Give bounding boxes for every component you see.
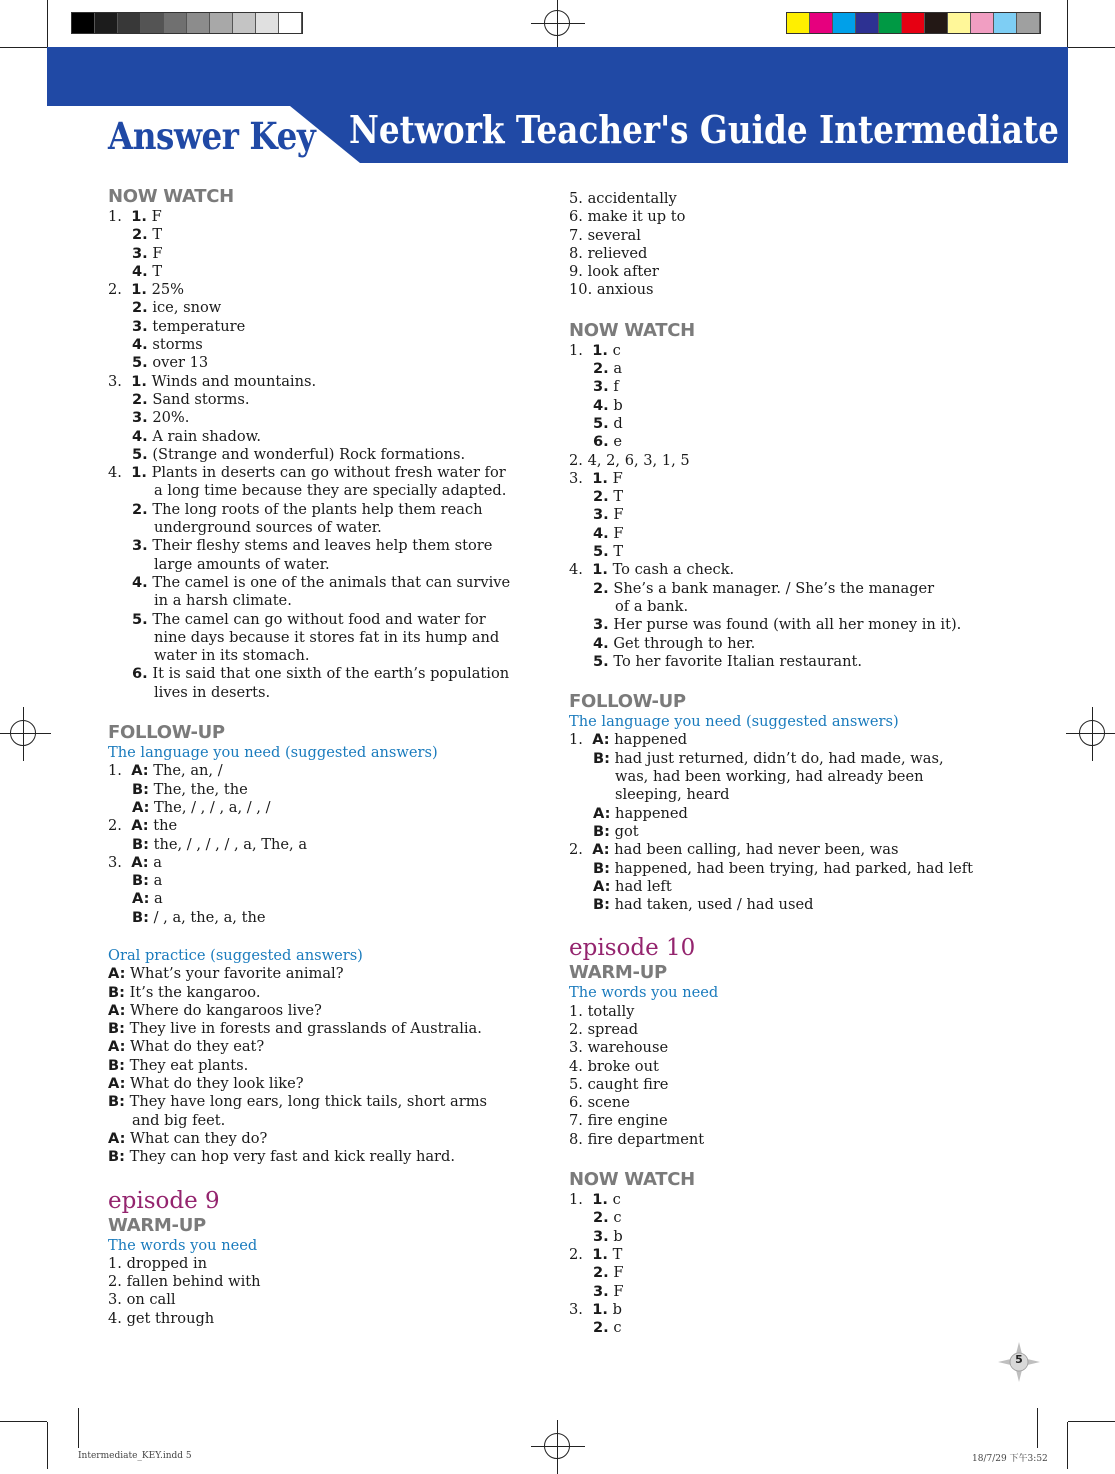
color-swatch — [810, 13, 833, 33]
section-heading: NOW WATCH — [108, 186, 234, 207]
crop-mark — [0, 47, 47, 48]
section-title: Answer Key — [108, 114, 316, 158]
dialogue-answers: 1. A: happened B: had just returned, didn’t do, had made, was, was, had been working, had already been sleeping, heard A: happened B: got 2. A: had been calling, had never been, was B: happened, had been trying, had parked, had left A: had left B: had taken, used / had used — [569, 731, 974, 914]
crop-mark — [1037, 1408, 1038, 1448]
color-swatch — [856, 13, 879, 33]
section-heading: WARM-UP — [569, 962, 667, 984]
registration-mark-icon — [544, 10, 570, 36]
color-swatch — [72, 13, 95, 33]
subheading: The language you need (suggested answers) — [108, 744, 438, 762]
color-swatch — [279, 13, 302, 33]
color-swatch — [925, 13, 948, 33]
registration-mark-icon — [10, 720, 36, 746]
answer-group: 2. 1. T 2. F 3. F — [569, 1245, 624, 1300]
crop-mark — [78, 1408, 79, 1448]
crop-mark — [1067, 1422, 1068, 1469]
color-swatch — [902, 13, 925, 33]
page-number-badge — [998, 1342, 1040, 1382]
answer-group: 1. 1. c 2. c 3. b — [569, 1191, 623, 1245]
right-column — [569, 190, 1014, 1337]
color-swatch — [256, 13, 279, 33]
episode-heading: episode 9 — [108, 1187, 220, 1214]
section-heading: WARM-UP — [108, 1214, 206, 1236]
color-swatch — [118, 13, 141, 33]
date-slug: 18/7/29 下午3:52 — [972, 1454, 1048, 1464]
dialogue-answers: 1. A: The, an, / B: The, the, the A: The, / , / , a, / , / 2. A: the B: the, / , / , / , a, The, a 3. A: a B: a A: a B: / , a, the, a, the — [108, 762, 308, 926]
left-column — [108, 186, 553, 1328]
subheading: The words you need — [108, 1236, 258, 1254]
answer-group: 1. 1. c 2. a 3. f 4. b 5. d 6. e — [569, 341, 623, 451]
subheading: The language you need (suggested answers) — [569, 713, 899, 731]
color-swatch — [1017, 13, 1040, 33]
color-swatch — [95, 13, 118, 33]
answer-line: 2. 4, 2, 6, 3, 1, 5 — [569, 451, 690, 469]
color-swatch — [233, 13, 256, 33]
page-number: 5 — [1015, 1353, 1023, 1366]
color-swatch — [787, 13, 810, 33]
answer-group: 2. 1. 25% 2. ice, snow 3. temperature 4. storms 5. over 13 — [108, 281, 246, 372]
file-slug: Intermediate_KEY.indd 5 — [78, 1451, 192, 1461]
book-title: Network Teacher's Guide Intermediate — [349, 107, 1059, 152]
color-swatch — [187, 13, 210, 33]
section-heading: FOLLOW-UP — [569, 691, 686, 713]
subheading: The words you need — [569, 984, 719, 1002]
color-swatch — [164, 13, 187, 33]
answer-group: 1. 1. F 2. T 3. F 4. T — [108, 208, 163, 280]
color-swatch — [994, 13, 1017, 33]
word-list: 1. dropped in 2. fallen behind with 3. on call 4. get through — [108, 1254, 261, 1327]
word-list: 5. accidentally 6. make it up to 7. several 8. relieved 9. look after 10. anxious — [569, 190, 686, 299]
answer-group: 3. 1. Winds and mountains. 2. Sand storms. 3. 20%. 4. A rain shadow. 5. (Strange and wonderful) Rock formations. — [108, 372, 466, 463]
crop-mark — [1068, 47, 1115, 48]
crop-mark — [1067, 0, 1068, 47]
color-swatch — [833, 13, 856, 33]
color-swatch — [879, 13, 902, 33]
color-swatch — [141, 13, 164, 33]
crop-mark — [1068, 1421, 1115, 1422]
answer-group: 3. 1. F 2. T 3. F 4. F 5. T — [569, 469, 624, 561]
color-swatch — [948, 13, 971, 33]
answer-group: 3. 1. b 2. c — [569, 1300, 622, 1337]
section-heading: FOLLOW-UP — [108, 722, 225, 744]
process-color-bar — [786, 12, 1041, 34]
registration-mark-icon — [544, 1433, 570, 1459]
registration-mark-icon — [1079, 720, 1105, 746]
crop-mark — [0, 1421, 47, 1422]
section-heading: NOW WATCH — [569, 1169, 695, 1191]
episode-heading: episode 10 — [569, 935, 696, 962]
oral-practice: A: What’s your favorite animal? B: It’s the kangaroo. A: Where do kangaroos live? B: They live in forests and grasslands of Australia. A: What do they eat? B: They eat plants. A: What do they look like? B: They have long ears, long thick tails, short arms and big feet. A: What can they do? B: They can hop very fast and kick really hard. — [108, 965, 488, 1166]
section-heading: NOW WATCH — [569, 319, 695, 341]
answer-group: 4. 1. To cash a check. 2. She’s a bank manager. / She’s the manager of a bank. 3. Her purse was found (with all her money in it). 4. Get through to her. 5. To her favorite Italian restaurant. — [569, 561, 962, 670]
color-swatch — [971, 13, 994, 33]
color-swatch — [210, 13, 233, 33]
crop-mark — [47, 0, 48, 47]
subheading: Oral practice (suggested answers) — [108, 946, 363, 964]
word-list: 1. totally 2. spread 3. warehouse 4. broke out 5. caught fire 6. scene 7. fire engine 8. fire department — [569, 1002, 705, 1148]
header-banner — [47, 47, 1068, 106]
gray-color-bar — [71, 12, 303, 34]
crop-mark — [47, 1422, 48, 1469]
answer-group: 4. 1. Plants in deserts can go without fresh water for a long time because they are specially adapted. 2. The long roots of the plants help them reach underground sources of water. 3. Their fleshy stems and leaves help them store large amounts of water. 4. The camel is one of the animals that can survive in a harsh climate. 5. The camel can go without food and water for nine days because it stores fat in its hump and water in its stomach. 6. It is said that one sixth of the earth’s population lives in deserts. — [108, 464, 511, 701]
